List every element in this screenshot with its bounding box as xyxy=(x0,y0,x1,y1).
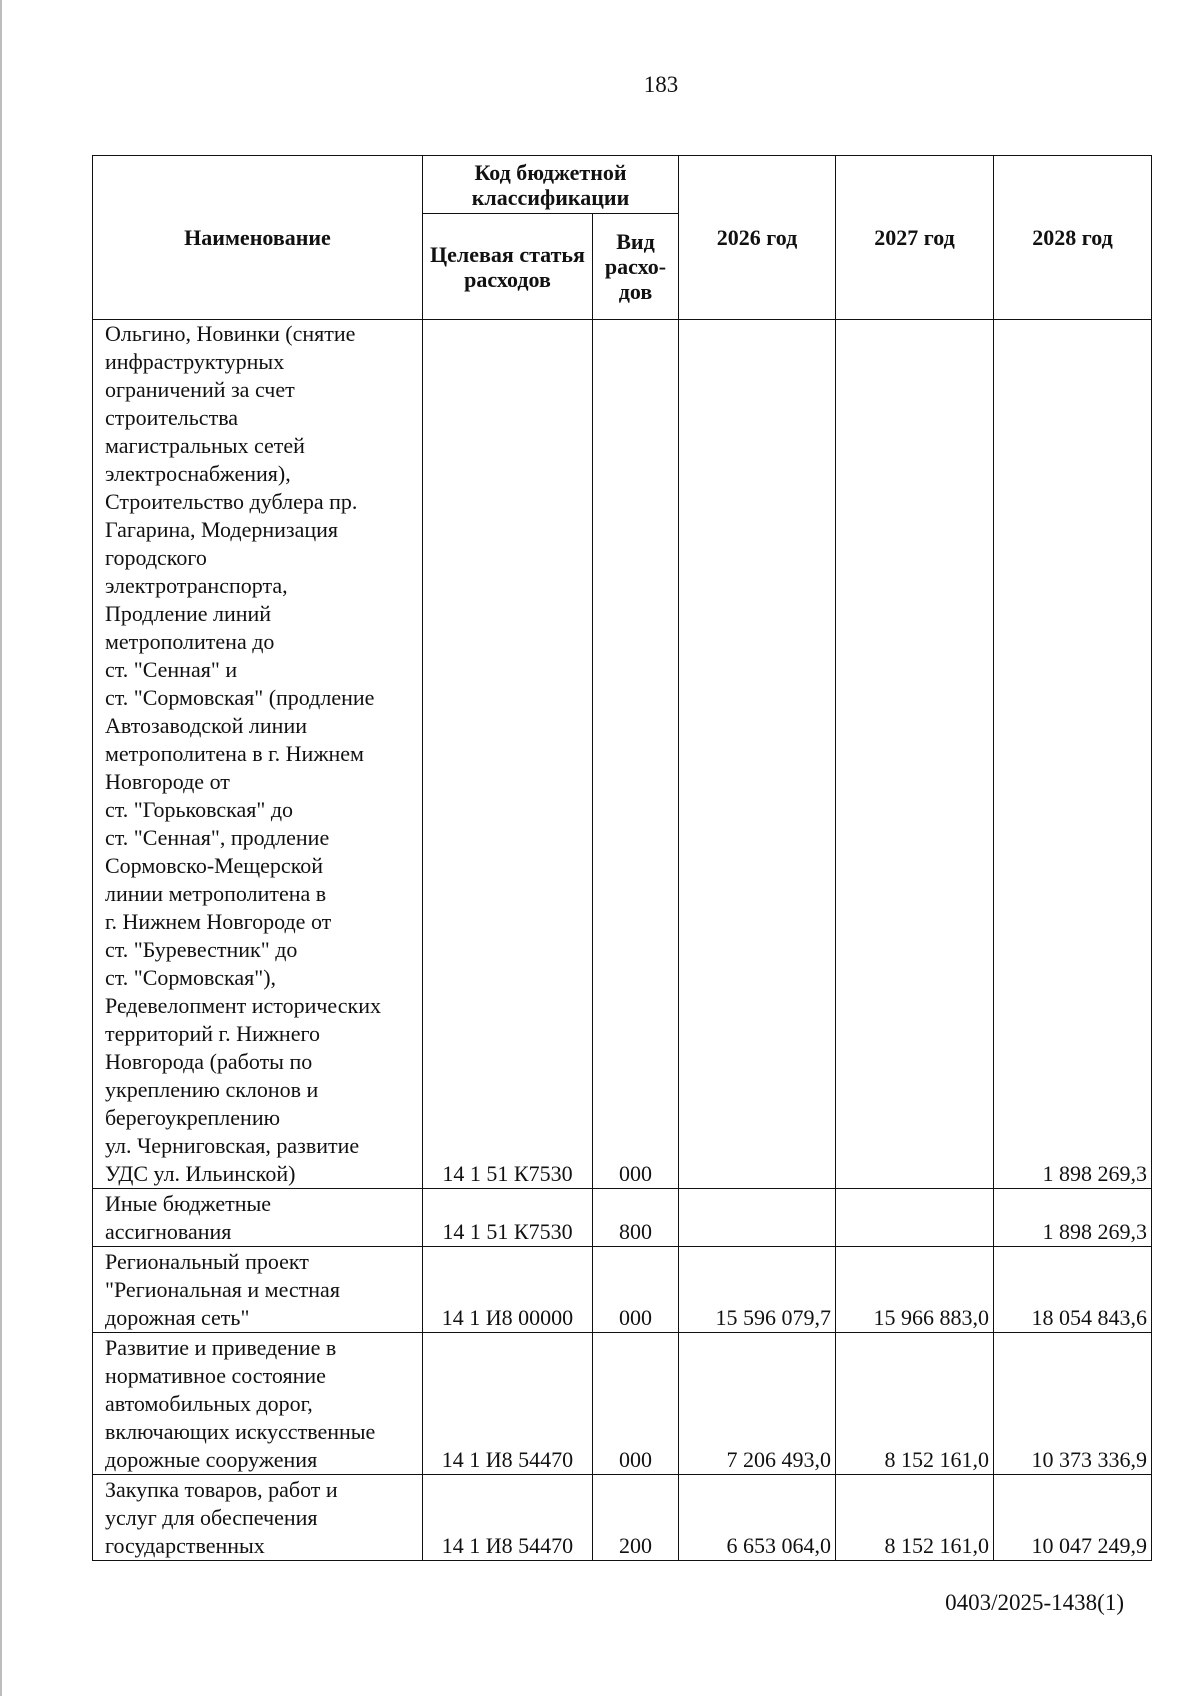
row-type: 200 xyxy=(593,1475,679,1561)
row-type: 800 xyxy=(593,1189,679,1247)
row-code: 14 1 И8 54470 xyxy=(423,1475,593,1561)
table-row xyxy=(93,1247,1152,1333)
header-2026: 2026 год xyxy=(679,156,836,320)
row-code: 14 1 51 К7530 xyxy=(423,1189,593,1247)
row-value-2027 xyxy=(836,320,994,1189)
row-value-2026: 6 653 064,0 xyxy=(679,1475,836,1561)
row-name: Региональный проект "Региональная и местная дорожная сеть" xyxy=(93,1247,423,1333)
row-value-2026: 15 596 079,7 xyxy=(679,1247,836,1333)
row-value-2026 xyxy=(679,320,836,1189)
row-type: 000 xyxy=(593,1333,679,1475)
row-name: Иные бюджетные ассигнования xyxy=(93,1189,423,1247)
row-value-2028: 10 373 336,9 xyxy=(994,1333,1152,1475)
row-code: 14 1 И8 54470 xyxy=(423,1333,593,1475)
row-type: 000 xyxy=(593,320,679,1189)
row-value-2026: 7 206 493,0 xyxy=(679,1333,836,1475)
page-left-edge xyxy=(0,0,2,1696)
row-value-2027: 8 152 161,0 xyxy=(836,1475,994,1561)
budget-table xyxy=(92,155,1152,1561)
row-value-2028: 10 047 249,9 xyxy=(994,1475,1152,1561)
header-code-group: Код бюджетной классификации xyxy=(423,156,679,214)
row-code: 14 1 51 К7530 xyxy=(423,320,593,1189)
header-type: Вид расхо-дов xyxy=(593,214,679,320)
row-name: Ольгино, Новинки (снятие инфраструктурных ограничений за счет строительства магистральных сетей электроснабжения), Строительство дублера пр. Гагарина, Модернизация городского электротранспорта, Продление линий метрополитена до ст. "Сенная" и ст. "Сормовская" (продление Автозаводской линии метрополитена в г. Нижнем Новгороде от ст. "Горьковская" до ст. "Сенная", продление Сормовско-Мещерской линии метрополитена в г. Нижнем Новгороде от ст. "Буревестник" до ст. "Сормовская"), Редевелопмент исторических территорий г. Нижнего Новгорода (работы по укреплению склонов и берегоукреплению ул. Черниговская, развитие УДС ул. Ильинской) xyxy=(93,320,423,1189)
row-name: Закупка товаров, работ и услуг для обеспечения государственных xyxy=(93,1475,423,1561)
table-row xyxy=(93,320,1152,1189)
header-2027: 2027 год xyxy=(836,156,994,320)
table-row xyxy=(93,1189,1152,1247)
header-name: Наименование xyxy=(93,156,423,320)
row-value-2028: 18 054 843,6 xyxy=(994,1247,1152,1333)
row-value-2027: 15 966 883,0 xyxy=(836,1247,994,1333)
header-target: Целевая статья расходов xyxy=(423,214,593,320)
row-type: 000 xyxy=(593,1247,679,1333)
table-row xyxy=(93,1333,1152,1475)
header-2028: 2028 год xyxy=(994,156,1152,320)
row-code: 14 1 И8 00000 xyxy=(423,1247,593,1333)
row-value-2028: 1 898 269,3 xyxy=(994,1189,1152,1247)
row-value-2028: 1 898 269,3 xyxy=(994,320,1152,1189)
row-name: Развитие и приведение в нормативное состояние автомобильных дорог, включающих искусственные дорожные сооружения xyxy=(93,1333,423,1475)
document-code: 0403/2025-1438(1) xyxy=(945,1590,1124,1615)
row-value-2026 xyxy=(679,1189,836,1247)
row-value-2027 xyxy=(836,1189,994,1247)
row-value-2027: 8 152 161,0 xyxy=(836,1333,994,1475)
table-row xyxy=(93,1475,1152,1561)
page-number: 183 xyxy=(643,72,679,97)
